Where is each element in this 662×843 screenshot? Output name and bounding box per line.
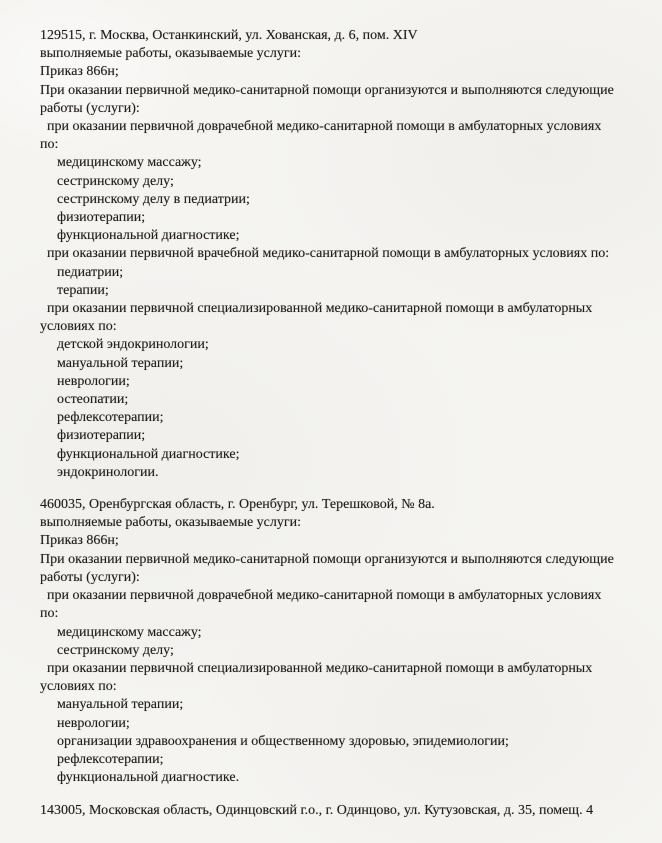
service-item: неврологии; [57,373,130,389]
service-item: функциональной диагностике; [57,228,240,244]
care-category-line: при оказании первичной доврачебной медико-санитарной помощи в амбулаторных условиях [47,588,602,604]
service-item: педиатрии; [57,264,124,280]
intro-line: При оказании первичной медико-санитарной помощи организуются и выполняются следующие [40,551,614,567]
intro-line: работы (услуги): [40,569,140,585]
address-line: 460035, Оренбургская область, г. Оренбург, ул. Терешковой, № 8а. [40,497,435,513]
service-item: мануальной терапии; [57,697,184,713]
service-item: функциональной диагностике. [57,770,240,786]
works-services-heading: выполняемые работы, оказываемые услуги: [40,515,302,531]
location-section-odintsovo [40,802,652,820]
intro-line: При оказании первичной медико-санитарной помощи организуются и выполняются следующие [40,82,614,98]
care-category-continuation: по: [40,137,59,153]
care-category-continuation: по: [40,606,59,622]
address-line: 129515, г. Москва, Останкинский, ул. Хованская, д. 6, пом. XIV [40,28,418,43]
care-category-line: при оказании первичной специализированной медико-санитарной помощи в амбулаторных [47,301,593,317]
service-item: организации здравоохранения и общественному здоровью, эпидемиологии; [57,733,509,749]
intro-line: работы (услуги): [40,100,140,116]
service-item: эндокринологии. [57,464,159,480]
care-category-line: при оказании первичной врачебной медико-санитарной помощи в амбулаторных условиях по: [47,246,610,262]
service-item: сестринскому делу; [57,642,174,658]
service-item: детской эндокринологии; [57,337,209,353]
order-reference: Приказ 866н; [40,533,119,549]
service-item: рефлексотерапии; [57,751,164,767]
care-category-line: при оказании первичной доврачебной медико-санитарной помощи в амбулаторных условиях [47,119,602,135]
service-item: физиотерапии; [57,210,146,226]
care-category-line: при оказании первичной специализированной медико-санитарной помощи в амбулаторных [47,660,593,676]
service-item: медицинскому массажу; [57,624,202,640]
order-reference: Приказ 866н; [40,64,119,80]
works-services-heading: выполняемые работы, оказываемые услуги: [40,46,302,62]
service-item: функциональной диагностике; [57,446,240,462]
location-section-orenburg [40,496,652,787]
service-item: сестринскому делу в педиатрии; [57,191,250,207]
service-item: терапии; [57,282,109,298]
service-item: мануальной терапии; [57,355,184,371]
service-item: физиотерапии; [57,428,146,444]
service-item: остеопатии; [57,392,129,408]
location-section-moscow [40,27,652,482]
address-line: 143005, Московская область, Одинцовский г.о., г. Одинцово, ул. Кутузовская, д. 35, помещ. 4 [40,803,594,819]
service-item: сестринскому делу; [57,173,174,189]
service-item: рефлексотерапии; [57,410,164,426]
service-item: неврологии; [57,715,130,731]
care-category-continuation: условиях по: [40,319,117,335]
care-category-continuation: условиях по: [40,679,117,695]
service-item: медицинскому массажу; [57,155,202,171]
